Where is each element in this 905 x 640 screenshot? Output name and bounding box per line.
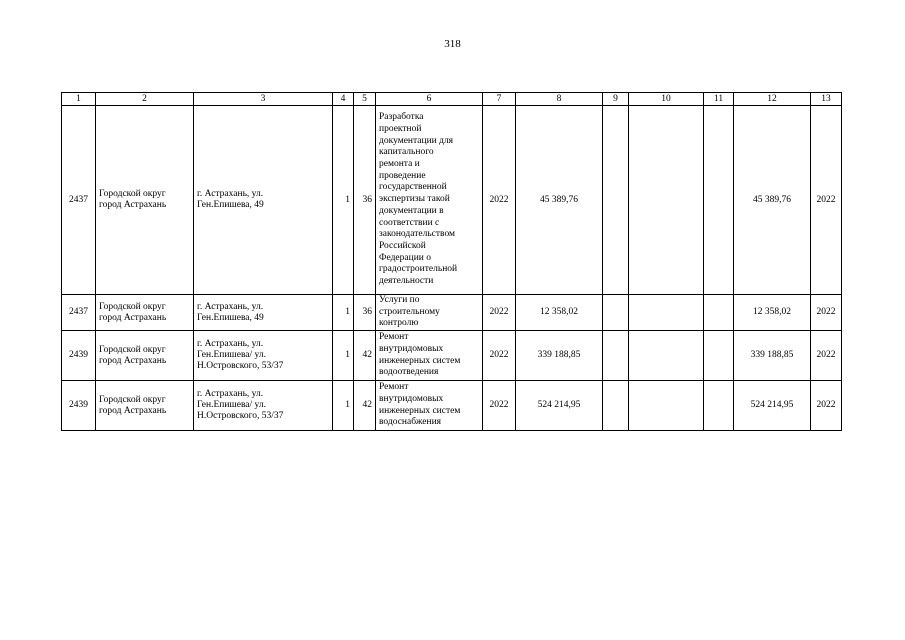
cell-work-description	[376, 295, 483, 331]
cell-year: 2022	[483, 381, 516, 431]
cell-col10	[629, 295, 704, 331]
text-line: капитального	[379, 147, 434, 158]
text-line: государственной	[379, 182, 447, 193]
text-line: Ремонт	[379, 332, 409, 343]
text-line: контролю	[379, 318, 419, 329]
cell-col9	[603, 295, 629, 331]
cell-col10	[629, 106, 704, 295]
table-row	[62, 381, 842, 431]
column-header: 11	[704, 93, 734, 106]
cell-year-end: 2022	[811, 381, 842, 431]
column-header: 7	[483, 93, 516, 106]
cell-col5: 42	[354, 331, 376, 381]
text-line: документации для	[379, 135, 454, 146]
text-line: г. Астрахань, ул.	[197, 301, 264, 312]
text-line: экспертизы такой	[379, 194, 450, 205]
text-line: Городской округ	[99, 189, 166, 199]
cell-amount: 524 214,95	[516, 381, 603, 431]
text-line: инженерных систем	[379, 355, 461, 366]
cell-amount-total: 12 358,02	[734, 295, 811, 331]
cell-amount: 12 358,02	[516, 295, 603, 331]
cell-col9	[603, 381, 629, 431]
cell-col4: 1	[333, 295, 354, 331]
cell-year-end: 2022	[811, 331, 842, 381]
cell-year: 2022	[483, 331, 516, 381]
cell-amount: 339 188,85	[516, 331, 603, 381]
text-line: строительному	[379, 306, 440, 317]
column-header: 12	[734, 93, 811, 106]
cell-amount-total: 524 214,95	[734, 381, 811, 431]
cell-number: 2439	[62, 331, 96, 381]
cell-col4: 1	[333, 106, 354, 295]
text-line: Городской округ	[99, 301, 166, 312]
text-line: Городской округ	[99, 344, 166, 355]
text-line: Городской округ	[99, 394, 166, 405]
text-line: г. Астрахань, ул.	[197, 389, 264, 400]
column-header: 4	[333, 93, 354, 106]
text-line: законодательством	[379, 229, 456, 240]
cell-year-end: 2022	[811, 295, 842, 331]
text-line: водоснабжения	[379, 417, 442, 428]
data-table	[61, 92, 842, 431]
column-header: 10	[629, 93, 704, 106]
cell-municipality	[96, 381, 194, 431]
text-line: город Астрахань	[99, 355, 167, 366]
cell-col10	[629, 381, 704, 431]
column-header: 9	[603, 93, 629, 106]
cell-amount-total: 339 188,85	[734, 331, 811, 381]
text-line: город Астрахань	[99, 312, 167, 323]
text-line: Российской	[379, 240, 426, 251]
text-line: градостроительной	[379, 264, 458, 275]
cell-number: 2437	[62, 106, 96, 295]
cell-col5: 36	[354, 106, 376, 295]
cell-number: 2437	[62, 295, 96, 331]
column-header: 8	[516, 93, 603, 106]
text-line: Н.Островского, 53/37	[197, 411, 284, 422]
cell-address	[194, 331, 333, 381]
text-line: документации в	[379, 205, 444, 216]
cell-col9	[603, 331, 629, 381]
text-line: водоотведения	[379, 367, 439, 378]
cell-year-end: 2022	[811, 106, 842, 295]
cell-col4: 1	[333, 381, 354, 431]
header-row	[62, 93, 842, 106]
cell-work-description	[376, 106, 483, 295]
column-header: 13	[811, 93, 842, 106]
cell-col11	[704, 381, 734, 431]
text-line: внутридомовых	[379, 393, 444, 404]
text-line: г. Астрахань, ул.	[197, 189, 264, 199]
text-line: Ген.Епишева, 49	[197, 312, 264, 323]
cell-municipality	[96, 295, 194, 331]
cell-address	[194, 295, 333, 331]
cell-col5: 36	[354, 295, 376, 331]
cell-work-description	[376, 331, 483, 381]
cell-year: 2022	[483, 295, 516, 331]
text-line: Федерации о	[379, 252, 431, 263]
cell-col9	[603, 106, 629, 295]
cell-address	[194, 106, 333, 295]
text-line: соответствии с	[379, 217, 440, 228]
column-header: 6	[376, 93, 483, 106]
cell-col4: 1	[333, 331, 354, 381]
cell-address	[194, 381, 333, 431]
page-number: 318	[444, 38, 461, 50]
column-header: 1	[62, 93, 96, 106]
text-line: Разработка	[379, 112, 424, 123]
text-line: Ген.Епишева/ ул.	[197, 350, 266, 361]
text-line: ремонта и	[379, 159, 420, 170]
cell-col11	[704, 331, 734, 381]
text-line: город Астрахань	[99, 405, 167, 416]
text-line: Ген.Епишева, 49	[197, 200, 264, 210]
table-row	[62, 331, 842, 381]
cell-work-description	[376, 381, 483, 431]
text-line: деятельности	[379, 276, 434, 287]
text-line: инженерных систем	[379, 405, 461, 416]
text-line: Услуги по	[379, 295, 420, 305]
text-line: Н.Островского, 53/37	[197, 361, 284, 372]
cell-col5: 42	[354, 381, 376, 431]
text-line: Ремонт	[379, 382, 409, 393]
text-line: внутридомовых	[379, 343, 444, 354]
text-line: проектной	[379, 123, 422, 134]
cell-year: 2022	[483, 106, 516, 295]
cell-amount-total: 45 389,76	[734, 106, 811, 295]
text-line: город Астрахань	[99, 200, 167, 210]
cell-col11	[704, 106, 734, 295]
table-row	[62, 295, 842, 331]
column-header: 5	[354, 93, 376, 106]
cell-col10	[629, 331, 704, 381]
column-header: 2	[96, 93, 194, 106]
cell-amount: 45 389,76	[516, 106, 603, 295]
text-line: г. Астрахань, ул.	[197, 339, 264, 350]
column-header: 3	[194, 93, 333, 106]
text-line: Ген.Епишева/ ул.	[197, 400, 266, 411]
cell-municipality	[96, 331, 194, 381]
cell-municipality	[96, 106, 194, 295]
cell-number: 2439	[62, 381, 96, 431]
table-row	[62, 106, 842, 295]
cell-col11	[704, 295, 734, 331]
text-line: проведение	[379, 170, 426, 181]
